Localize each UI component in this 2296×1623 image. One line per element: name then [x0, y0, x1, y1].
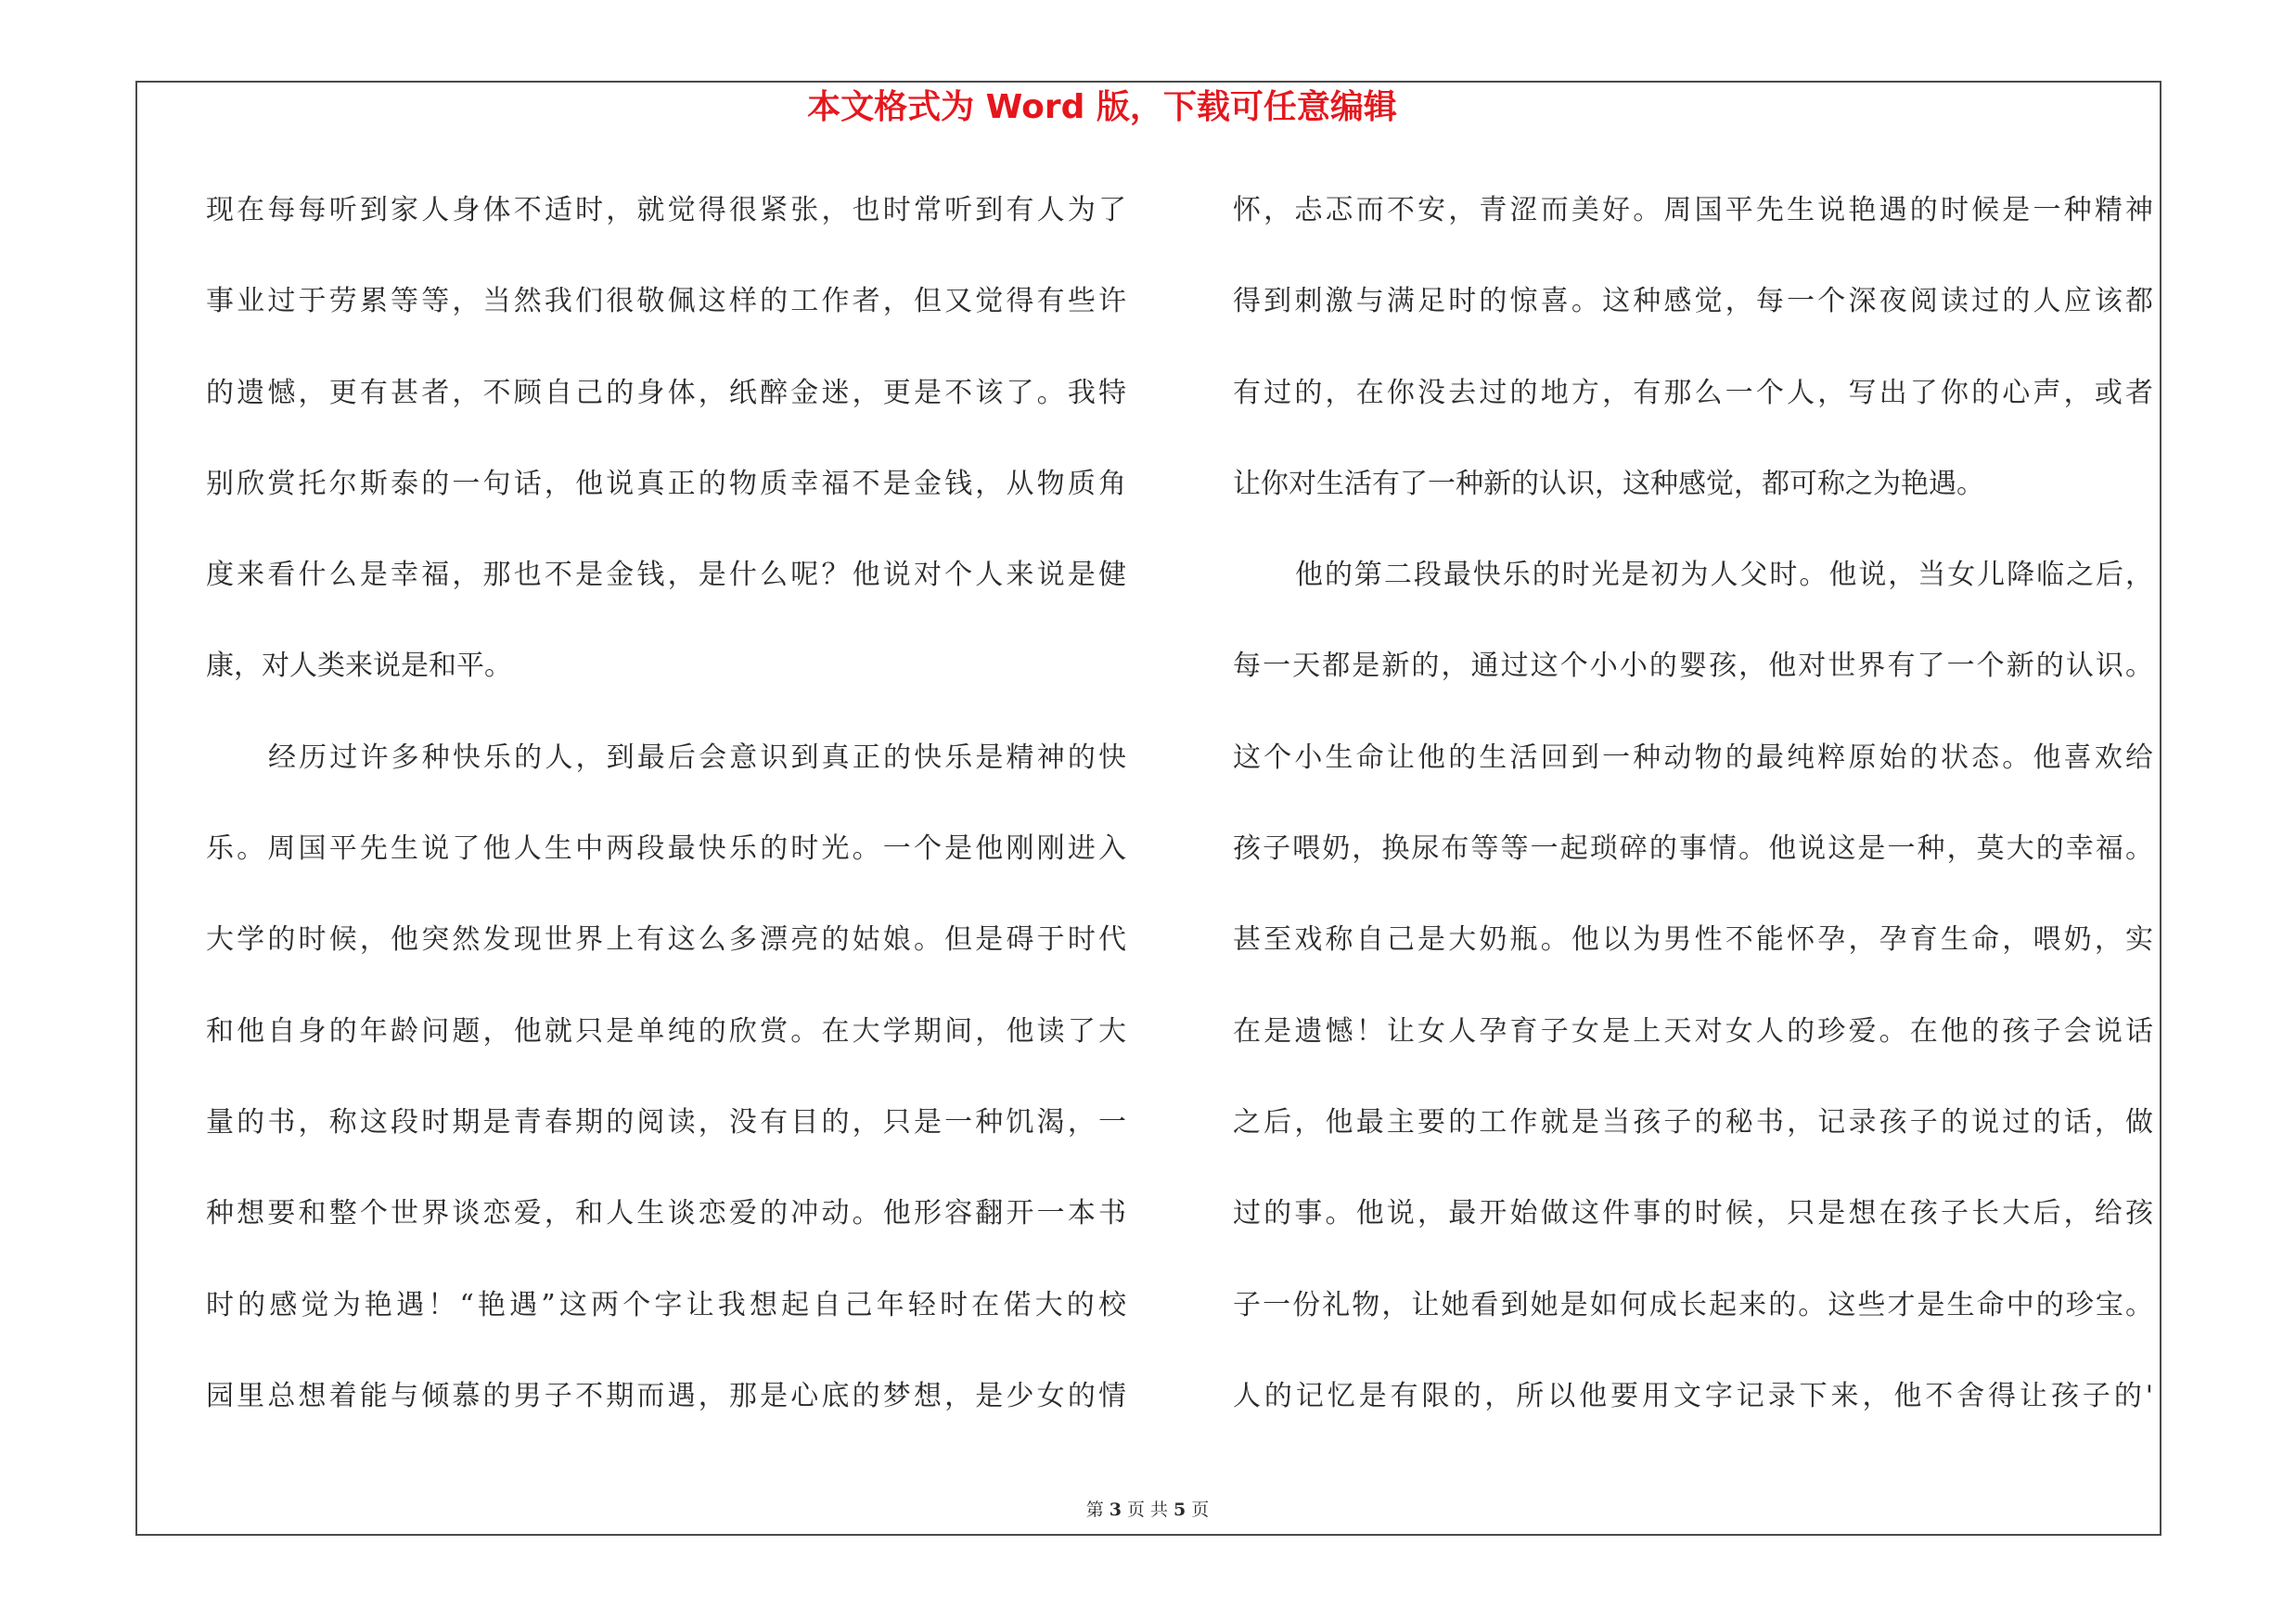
footer-total-pages: 5: [1174, 1500, 1186, 1520]
paragraph: [206, 165, 1126, 713]
text-line: 甚至戏称自己是大奶瓶。他以为男性不能怀孕，孕育生命，喂奶，实: [1233, 923, 2153, 957]
text-line: 事业过于劳累等等，当然我们很敬佩这样的工作者，但又觉得有些许: [206, 285, 1126, 318]
text-line: 别欣赏托尔斯泰的一句话，他说真正的物质幸福不是金钱，从物质角: [206, 467, 1126, 500]
text-line: 和他自身的年龄问题，他就只是单纯的欣赏。在大学期间，他读了大: [206, 1014, 1126, 1048]
text-line: 怀，忐忑而不安，青涩而美好。周国平先生说艳遇的时候是一种精神: [1233, 194, 2153, 226]
footer-of-word: 页 共: [1126, 1500, 1169, 1520]
text-line: 这个小生命让他的生活回到一种动物的最纯粹原始的状态。他喜欢给: [1233, 741, 2153, 774]
text-line: 康，对人类来说是和平。: [206, 650, 512, 683]
format-notice-header: 本文格式为 Word 版，下载可任意编辑: [807, 88, 1397, 126]
text-line: 种想要和整个世界谈恋爱，和人生谈恋爱的冲动。他形容翻开一本书: [206, 1197, 1126, 1230]
text-line: 有过的，在你没去过的地方，有那么一个人，写出了你的心声，或者: [1233, 376, 2153, 409]
text-line: 之后，他最主要的工作就是当孩子的秘书，记录孩子的说过的话，做: [1233, 1105, 2153, 1139]
text-line: 经历过许多种快乐的人，到最后会意识到真正的快乐是精神的快: [268, 741, 1126, 774]
text-line: 得到刺激与满足时的惊喜。这种感觉，每一个深夜阅读过的人应该都: [1233, 285, 2153, 318]
text-line: 的遗憾，更有甚者，不顾自己的身体，纸醉金迷，更是不该了。我特: [206, 376, 1126, 409]
text-line: 度来看什么是幸福，那也不是金钱，是什么呢？他说对个人来说是健: [206, 559, 1126, 592]
text-line: 在是遗憾！让女人孕育子女是上天对女人的珍爱。在他的孩子会说话: [1233, 1014, 2153, 1048]
text-line: 大学的时候，他突然发现世界上有这么多漂亮的姑娘。但是碍于时代: [206, 923, 1126, 957]
text-line: 现在每每听到家人身体不适时，就觉得很紧张，也时常听到有人为了: [206, 194, 1126, 226]
paragraph: [1233, 165, 2153, 530]
text-line: 时的感觉为艳遇！“艳遇”这两个字让我想起自己年轻时在偌大的校: [206, 1288, 1126, 1321]
footer-end-word: 页: [1191, 1500, 1210, 1520]
text-line: 过的事。他说，最开始做这件事的时候，只是想在孩子长大后，给孩: [1233, 1197, 2153, 1230]
footer-current-page: 3: [1109, 1500, 1122, 1520]
text-line: 每一天都是新的，通过这个小小的婴孩，他对世界有了一个新的认识。: [1233, 650, 2153, 683]
text-line: 园里总想着能与倾慕的男子不期而遇，那是心底的梦想，是少女的情: [206, 1379, 1126, 1412]
text-line: 让你对生活有了一种新的认识，这种感觉，都可称之为艳遇。: [1233, 467, 1984, 500]
paragraph: [1233, 530, 2153, 1442]
page-number-footer: [1055, 1496, 1240, 1524]
right-text-column: [1233, 165, 2153, 1442]
text-line: 子一份礼物，让她看到她是如何成长起来的。这些才是生命中的珍宝。: [1233, 1288, 2153, 1321]
footer-page-word: 第: [1085, 1500, 1104, 1520]
left-text-column: [206, 165, 1126, 1442]
text-line: 孩子喂奶，换尿布等等一起琐碎的事情。他说这是一种，莫大的幸福。: [1233, 832, 2153, 866]
text-line: 他的第二段最快乐的时光是初为人父时。他说，当女儿降临之后，: [1295, 559, 2153, 592]
text-line: 人的记忆是有限的，所以他要用文字记录下来，他不舍得让孩子的': [1233, 1379, 2153, 1412]
text-line: 乐。周国平先生说了他人生中两段最快乐的时光。一个是他刚刚进入: [206, 832, 1126, 866]
paragraph: [206, 713, 1126, 1442]
text-line: 量的书，称这段时期是青春期的阅读，没有目的，只是一种饥渴，一: [206, 1105, 1126, 1139]
